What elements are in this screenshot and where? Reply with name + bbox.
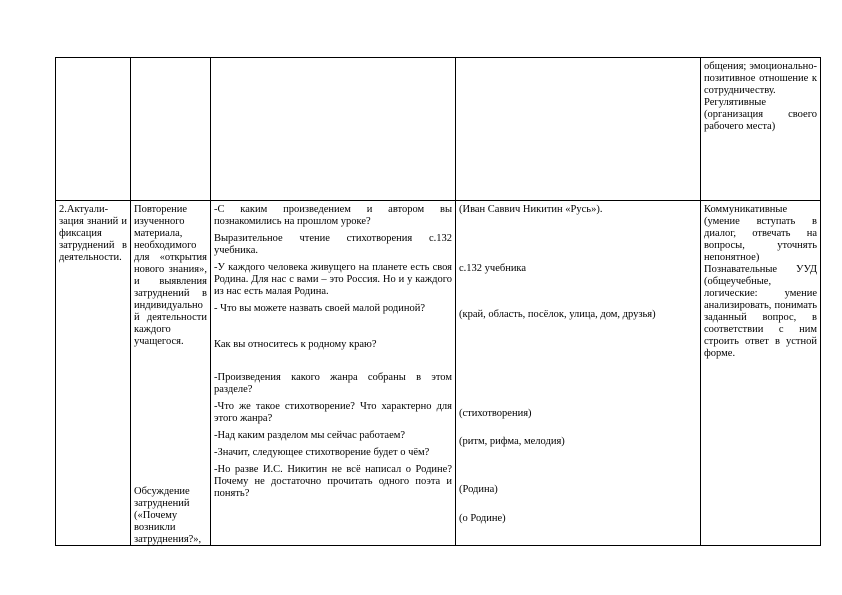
teacher-question: -С каким произведением и автором вы познакомились на прошлом уроке? — [214, 204, 452, 227]
stage-label: 2.Актуализация знаний и фиксация затруднений в деятельности. — [59, 204, 127, 263]
student-answer: (край, область, посёлок, улица, дом, друзья) — [459, 309, 656, 320]
empty-cell-answers — [456, 58, 701, 201]
student-answer: (Иван Саввич Никитин «Русь»). — [459, 204, 603, 215]
teacher-question: -Но разве И.С. Никитин не всё написал о Родине? Почему не достаточно прочитать одного поэта и понять? — [214, 464, 452, 499]
uud-text: Коммуникативные (умение вступать в диалог, отвечать на вопросы, уточнять непонятное) — [704, 204, 817, 263]
teacher-question: Как вы относитесь к родному краю? — [214, 339, 377, 350]
empty-cell-teacher-activity — [131, 58, 211, 201]
teacher-question: -Что же такое стихотворение? Что характерно для этого жанра? — [214, 401, 452, 424]
lesson-plan-table — [55, 57, 821, 546]
uud-text: общения; эмоционально-позитивное отношение к сотрудничеству. — [704, 61, 817, 96]
teacher-question: -У каждого человека живущего на планете есть своя Родина. Для нас с вами – это Россия. Но и у каждого из нас есть малая Родина. — [214, 262, 452, 297]
teacher-activity-text: Обсуждение затруднений («Почему возникли затруднения?», — [134, 486, 202, 545]
uud-cell — [701, 201, 821, 546]
teacher-question: -Значит, следующее стихотворение будет о чём? — [214, 447, 430, 458]
student-answer: с.132 учебника — [459, 263, 527, 274]
student-answer: (о Родине) — [459, 513, 506, 524]
teacher-question: Выразительное чтение стихотворения с.132 учебника. — [214, 233, 452, 256]
uud-text: Регулятивные (организация своего рабочего места) — [704, 97, 817, 132]
stage-cell — [56, 201, 131, 546]
empty-cell-questions — [211, 58, 456, 201]
student-answer: (стихотворения) — [459, 408, 532, 419]
uud-cell-continued — [701, 58, 821, 201]
empty-cell-stage — [56, 58, 131, 201]
teacher-activity-text: Повторение изученного материала, необходимого для «открытия нового знания», и выявления затруднений в индивидуальной деятельности каждого учащегося. — [134, 204, 207, 347]
student-answer: (Родина) — [459, 484, 498, 495]
teacher-question: -Над каким разделом мы сейчас работаем? — [214, 430, 406, 441]
teacher-activity-cell — [131, 201, 211, 546]
teacher-question: -Произведения какого жанра собраны в этом разделе? — [214, 372, 452, 395]
student-answer: (ритм, рифма, мелодия) — [459, 436, 565, 447]
answers-cell — [456, 201, 701, 546]
teacher-question: - Что вы можете назвать своей малой родиной? — [214, 303, 426, 314]
questions-cell — [211, 201, 456, 546]
uud-text: Познавательные УУД (общеучебные, логические: умение анализировать, понимать заданный вопрос, в соответствии с ним строить ответ в устной форме. — [704, 264, 817, 359]
